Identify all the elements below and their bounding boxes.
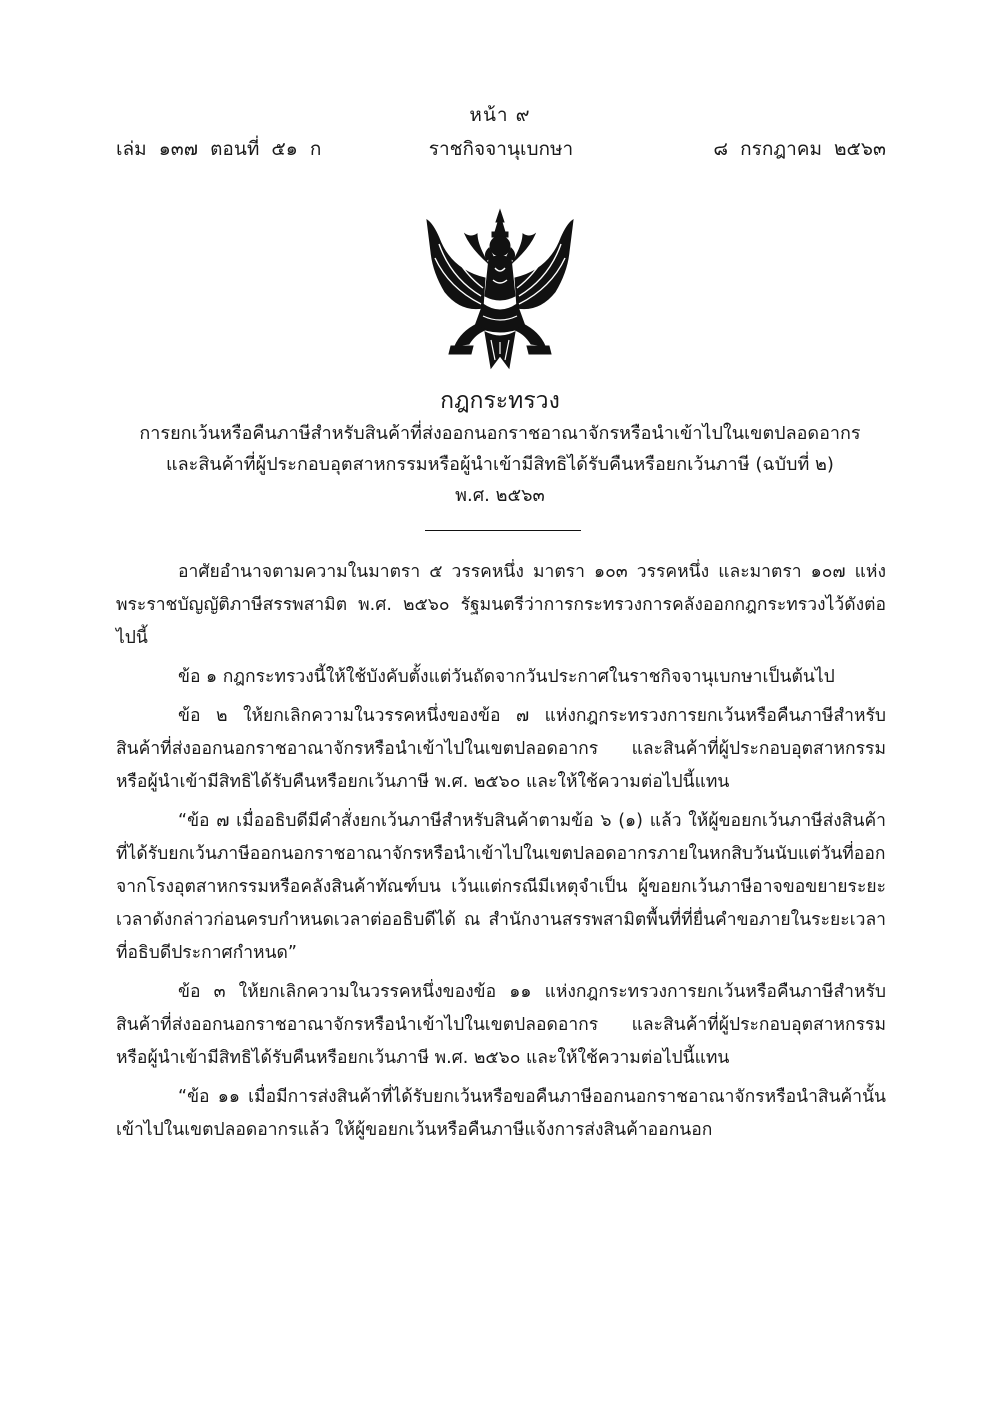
document-subtitle-line: และสินค้าที่ผู้ประกอบอุตสาหกรรมหรือผู้นำเข้ามีสิทธิได้รับคืนหรือยกเว้นภาษี (ฉบับที่ ๒) <box>166 454 834 475</box>
volume-issue: เล่ม ๑๓๗ ตอนที่ ๕๑ ก <box>116 138 322 160</box>
quoted-clause-paragraph: “ข้อ ๗ เมื่ออธิบดีมีคำสั่งยกเว้นภาษีสำหรับสินค้าตามข้อ ๖ (๑) แล้ว ให้ผู้ขอยกเว้นภาษีส่งสินค้าที่ได้รับยกเว้นภาษีออกนอกราชอาณาจักรหรือนำเข้าไปในเขตปลอดอากรภายในหกสิบวันนับแต่วันที่ออกจากโรงอุตสาหกรรมหรือคลังสินค้าทัณฑ์บน เว้นแต่กรณีมีเหตุจำเป็น ผู้ขอยกเว้นภาษีอาจขอขยายระยะเวลาดังกล่าวก่อนครบกำหนดเวลาต่ออธิบดีได้ ณ สำนักงานสรรพสามิตพื้นที่ที่ยื่นคำขอภายในระยะเวลาที่อธิบดีประกาศกำหนด” <box>116 811 886 963</box>
clause-paragraph: ข้อ ๑ กฎกระทรวงนี้ให้ใช้บังคับตั้งแต่วันถัดจากวันประกาศในราชกิจจานุเบกษาเป็นต้นไป <box>178 667 835 687</box>
quoted-clause-paragraph: “ข้อ ๑๑ เมื่อมีการส่งสินค้าที่ได้รับยกเว้นหรือขอคืนภาษีออกนอกราชอาณาจักรหรือนำสินค้านั้นเข้าไปในเขตปลอดอากรแล้ว ให้ผู้ขอยกเว้นหรือคืนภาษีแจ้งการส่งสินค้าออกนอก <box>116 1087 886 1140</box>
title-divider <box>425 530 581 531</box>
publication-date: ๘ กรกฎาคม ๒๕๖๓ <box>713 138 886 160</box>
clause-paragraph: ข้อ ๒ ให้ยกเลิกความในวรรคหนึ่งของข้อ ๗ แห่งกฎกระทรวงการยกเว้นหรือคืนภาษีสำหรับสินค้าที่ส่งออกนอกราชอาณาจักรหรือนำเข้าไปในเขตปลอดอากร และสินค้าที่ผู้ประกอบอุตสาหกรรมหรือผู้นำเข้ามีสิทธิได้รับคืนหรือยกเว้นภาษี พ.ศ. ๒๕๖๐ และให้ใช้ความต่อไปนี้แทน <box>116 706 886 792</box>
clause-paragraph: ข้อ ๓ ให้ยกเลิกความในวรรคหนึ่งของข้อ ๑๑ แห่งกฎกระทรวงการยกเว้นหรือคืนภาษีสำหรับสินค้าที่ส่งออกนอกราชอาณาจักรหรือนำเข้าไปในเขตปลอดอากร และสินค้าที่ผู้ประกอบอุตสาหกรรมหรือผู้นำเข้ามีสิทธิได้รับคืนหรือยกเว้นภาษี พ.ศ. ๒๕๖๐ และให้ใช้ความต่อไปนี้แทน <box>116 982 886 1068</box>
gazette-name: ราชกิจจานุเบกษา <box>428 138 574 160</box>
document-subtitle-line: การยกเว้นหรือคืนภาษีสำหรับสินค้าที่ส่งออกนอกราชอาณาจักรหรือนำเข้าไปในเขตปลอดอากร <box>139 423 861 444</box>
page-number: หน้า ๙ <box>469 104 531 126</box>
document-title: กฎกระทรวง <box>440 388 560 414</box>
gazette-header <box>116 134 886 160</box>
garuda-emblem-icon <box>425 208 575 372</box>
document-year: พ.ศ. ๒๕๖๓ <box>455 485 545 506</box>
document-body <box>116 556 886 1147</box>
title-block <box>0 384 1000 511</box>
preamble-paragraph: อาศัยอำนาจตามความในมาตรา ๕ วรรคหนึ่ง มาตรา ๑๐๓ วรรคหนึ่ง และมาตรา ๑๐๗ แห่งพระราชบัญญัติภาษีสรรพสามิต พ.ศ. ๒๕๖๐ รัฐมนตรีว่าการกระทรวงการคลังออกกฎกระทรวงไว้ดังต่อไปนี้ <box>116 562 886 648</box>
